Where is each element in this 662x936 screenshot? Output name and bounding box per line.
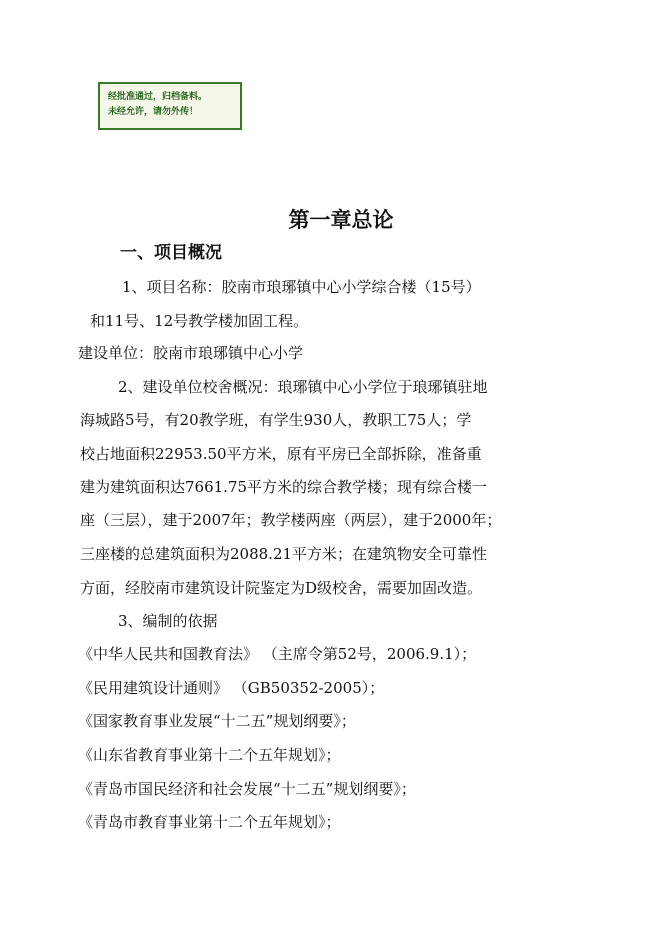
stamp-line-1: 经批准通过，归档备料。 bbox=[108, 92, 208, 102]
paragraph-line: 校占地面积22953.50平方米，原有平房已全部拆除，准备重 bbox=[80, 445, 482, 463]
stamp-line-2: 未经允许，请勿外传！ bbox=[108, 107, 199, 117]
reference-line: 《青岛市教育事业第十二个五年规划》； bbox=[78, 813, 341, 831]
paragraph-line: 海城路5号，有20教学班，有学生930人，教职工75人；学 bbox=[80, 411, 472, 429]
paragraph-line: 方面，经胶南市建筑设计院鉴定为D级校舍，需要加固改造。 bbox=[80, 579, 483, 597]
paragraph-line: 座（三层），建于2007年；教学楼两座（两层），建于2000年； bbox=[80, 511, 502, 529]
reference-line: 《山东省教育事业第十二个五年规划》； bbox=[78, 746, 341, 764]
reference-line: 《中华人民共和国教育法》 （主席令第52号，2006.9.1）； bbox=[78, 645, 477, 663]
reference-line: 《青岛市国民经济和社会发展“十二五”规划纲要》； bbox=[78, 780, 416, 798]
section-title: 一、项目概况 bbox=[120, 243, 222, 263]
paragraph-line: 建为建筑面积达7661.75平方米的综合教学楼；现有综合楼一 bbox=[80, 478, 488, 496]
reference-line: 《国家教育事业发展“十二五”规划纲要》； bbox=[78, 712, 356, 730]
paragraph-line: 2、建设单位校舍概况：琅琊镇中心小学位于琅琊镇驻地 bbox=[118, 378, 488, 396]
approval-stamp bbox=[98, 82, 242, 130]
paragraph-line: 1、项目名称：胶南市琅琊镇中心小学综合楼（15号） bbox=[122, 278, 481, 296]
paragraph-line: 和11号、12号教学楼加固工程。 bbox=[90, 312, 309, 330]
paragraph-line: 建设单位：胶南市琅琊镇中心小学 bbox=[78, 344, 304, 362]
chapter-title: 第一章总论 bbox=[288, 208, 394, 232]
paragraph-line: 3、编制的依据 bbox=[118, 612, 218, 630]
paragraph-line: 三座楼的总建筑面积为2088.21平方米；在建筑物安全可靠性 bbox=[80, 545, 488, 563]
reference-line: 《民用建筑设计通则》 （GB50352-2005）； bbox=[78, 679, 385, 697]
